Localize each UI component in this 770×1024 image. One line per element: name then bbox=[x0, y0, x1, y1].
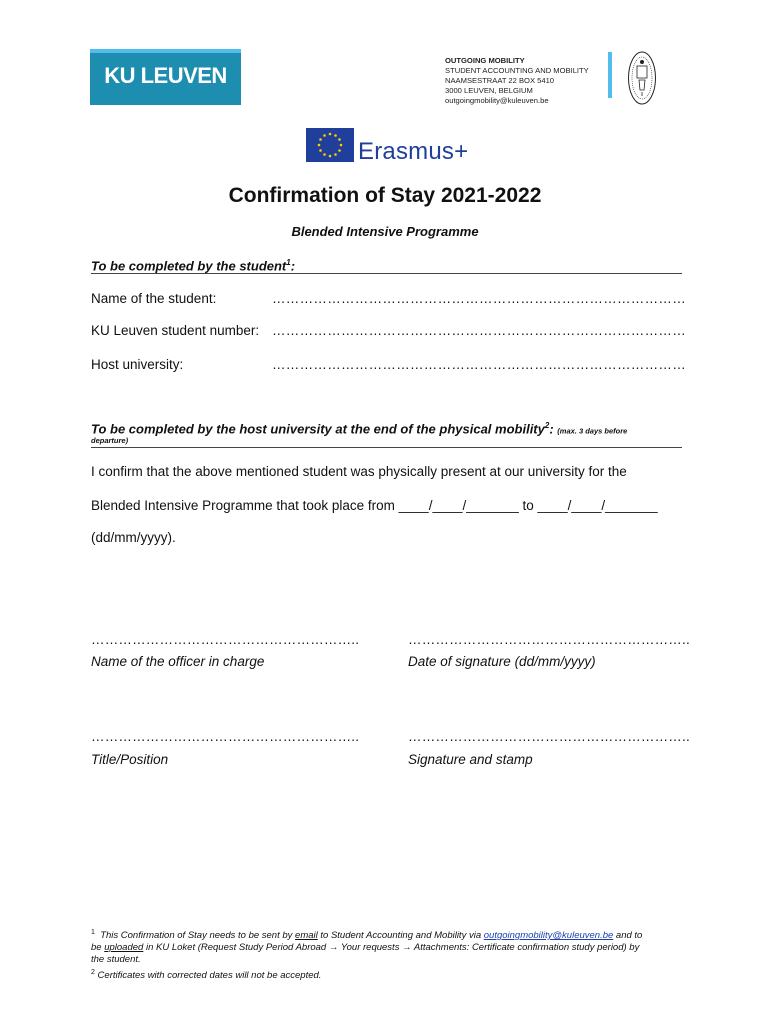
footnote-2 bbox=[91, 967, 691, 982]
student-name-field[interactable]: ……………………………………………………………………………… bbox=[272, 291, 686, 306]
heading-colon: : bbox=[290, 258, 296, 274]
logo-text: KU LEUVEN bbox=[104, 63, 227, 88]
footnote-1-text: the student. bbox=[91, 954, 141, 966]
address-title: OUTGOING MOBILITY bbox=[445, 56, 525, 65]
host-university-field[interactable]: ……………………………………………………………………………… bbox=[272, 357, 686, 372]
uploaded-word: uploaded bbox=[104, 942, 144, 954]
title-position-field[interactable]: ………………………………………………….. bbox=[91, 729, 360, 744]
date-format-hint: (dd/mm/yyyy). bbox=[91, 530, 176, 545]
footnote-ref-1: 1 bbox=[286, 258, 291, 267]
footnote-1-text: This Confirmation of Stay needs to be sent by bbox=[100, 930, 296, 942]
erasmus-logo-text: Erasmus+ bbox=[358, 138, 469, 165]
page-subtitle: Blended Intensive Programme bbox=[291, 224, 479, 239]
footnote-1 bbox=[91, 927, 691, 966]
student-number-field[interactable]: ……………………………………………………………………………… bbox=[272, 323, 686, 338]
confirm-line-1: I confirm that the above mentioned student was physically present at our university for the bbox=[91, 464, 627, 479]
student-heading-text: To be completed by the student bbox=[91, 258, 287, 274]
eu-flag-icon bbox=[306, 128, 354, 162]
deadline-note-cont: departure) bbox=[91, 436, 129, 445]
host-section-heading bbox=[91, 421, 627, 436]
section-rule bbox=[91, 447, 682, 448]
page-title: Confirmation of Stay 2021-2022 bbox=[228, 184, 542, 207]
title-position-label: Title/Position bbox=[91, 752, 169, 767]
deadline-note: (max. 3 days before bbox=[557, 426, 628, 436]
signature-date-label: Date of signature (dd/mm/yyyy) bbox=[408, 654, 596, 669]
footnote-2-number: 2 bbox=[91, 969, 95, 976]
footnote-ref-2: 2 bbox=[544, 421, 550, 430]
address-email: outgoingmobility@kuleuven.be bbox=[445, 96, 549, 105]
host-university-label: Host university: bbox=[91, 357, 184, 372]
student-name-label: Name of the student: bbox=[91, 291, 217, 306]
address-line: NAAMSESTRAAT 22 BOX 5410 bbox=[445, 76, 555, 85]
footnote-1-text: and to bbox=[613, 930, 643, 942]
officer-name-field[interactable]: ………………………………………………….. bbox=[91, 632, 360, 647]
address-line: 3000 LEUVEN, BELGIUM bbox=[445, 86, 533, 95]
footnote-2-text: Certificates with corrected dates will not be accepted. bbox=[97, 970, 322, 982]
university-seal-icon bbox=[627, 50, 657, 106]
logo-strip bbox=[90, 49, 241, 53]
ku-leuven-logo bbox=[90, 49, 241, 105]
footnote-1-text: in KU Loket (Request Study Period Abroad → Your requests → Attachments: Certificate confirmation study period) by bbox=[143, 942, 640, 954]
section-rule bbox=[91, 273, 682, 274]
email-link[interactable]: outgoingmobility@kuleuven.be bbox=[483, 930, 614, 942]
address-block bbox=[445, 56, 589, 106]
signature-stamp-label: Signature and stamp bbox=[408, 752, 533, 767]
address-divider bbox=[608, 52, 612, 98]
student-number-label: KU Leuven student number: bbox=[91, 323, 260, 338]
heading-colon: : bbox=[549, 421, 554, 437]
footnote-1-text: be bbox=[91, 942, 105, 954]
confirm-line-2[interactable]: Blended Intensive Programme that took place from ____/____/_______ to ____/____/_______ bbox=[91, 498, 658, 513]
student-section-heading bbox=[91, 258, 295, 273]
officer-name-label: Name of the officer in charge bbox=[91, 654, 265, 669]
signature-date-field[interactable]: …………………………………………………….. bbox=[408, 632, 690, 647]
email-word: email bbox=[295, 930, 318, 942]
address-line: STUDENT ACCOUNTING AND MOBILITY bbox=[445, 66, 589, 75]
footnote-1-text: to Student Accounting and Mobility via bbox=[317, 930, 484, 942]
footnote-1-number: 1 bbox=[91, 929, 95, 936]
signature-stamp-field[interactable]: …………………………………………………….. bbox=[408, 729, 690, 744]
host-heading-text: To be completed by the host university at the end of the physical mobility bbox=[91, 421, 545, 437]
